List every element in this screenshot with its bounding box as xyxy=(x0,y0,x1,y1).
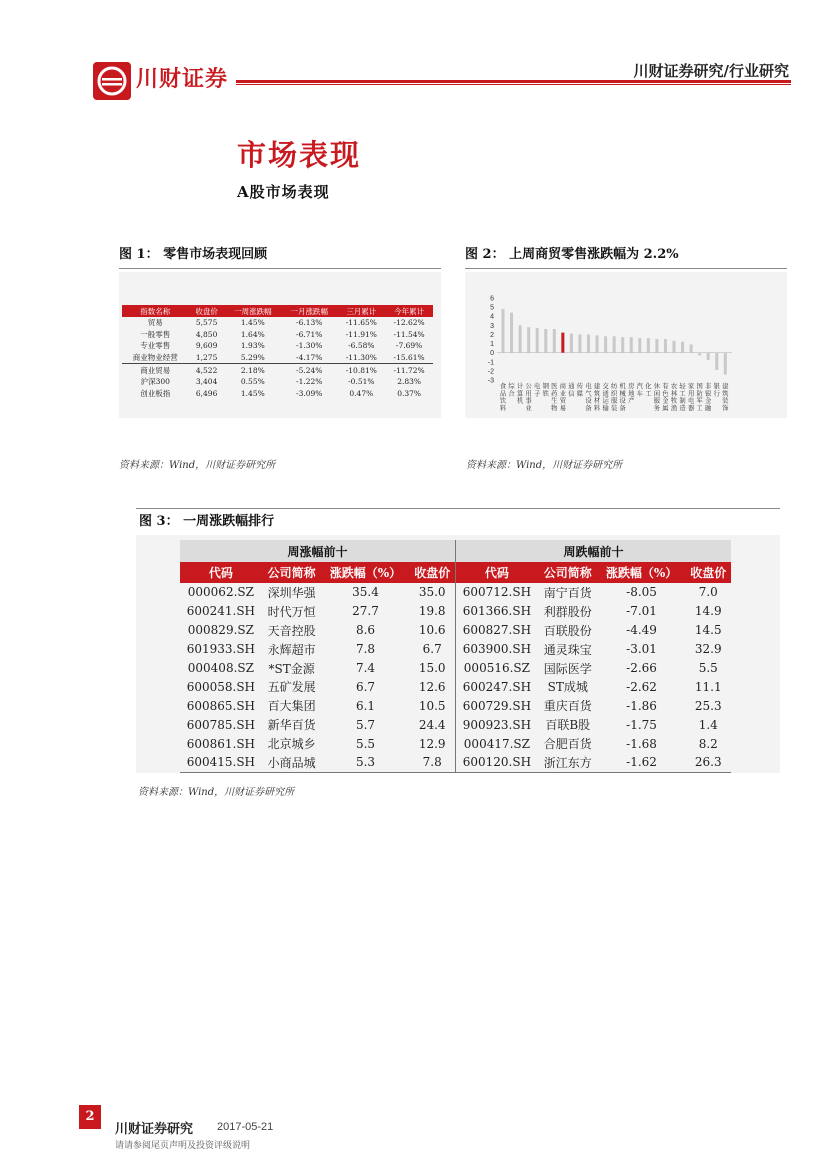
fig3-cell: -1.86 xyxy=(626,698,657,713)
section-title: 市场表现 xyxy=(237,138,362,172)
fig3-cell: 8.6 xyxy=(355,623,376,638)
fig3-cell: -1.62 xyxy=(598,753,686,772)
footer-brand: 川财证券研究 xyxy=(115,1122,194,1137)
fig3-cell: 600120.SH xyxy=(455,753,537,772)
fig1-cell: -0.51% xyxy=(348,377,375,387)
fig1-cell: -4.17% xyxy=(296,353,323,363)
fig3-cell: 通灵珠宝 xyxy=(543,642,592,657)
fig1-table xyxy=(122,305,433,399)
fig3-cell: 000829.SZ xyxy=(187,623,254,638)
fig1-col-header: 今年累计 xyxy=(385,305,433,317)
fig3-cell: 重庆百货 xyxy=(543,699,592,714)
section-subtitle: A股市场表现 xyxy=(237,183,330,201)
x-tick-label: 银行 xyxy=(713,383,720,398)
bar-公用事业 xyxy=(527,327,530,353)
fig3-cell: 601933.SH xyxy=(186,642,256,657)
fig3-row xyxy=(180,602,731,621)
bar-交通运输 xyxy=(604,336,607,352)
logo-icon xyxy=(93,62,131,100)
gainers-group-header: 周涨幅前十 xyxy=(180,540,455,562)
bar-医药生物 xyxy=(553,329,556,353)
fig1-title: 图 1： 零售市场表现回顾 xyxy=(119,242,441,269)
x-tick-label: 电气设备 xyxy=(585,383,592,412)
x-tick-label: 交通运输 xyxy=(602,383,609,412)
fig3-cell: 7.0 xyxy=(698,585,718,600)
fig3-cell: 7.8 xyxy=(409,753,455,772)
fig1-row xyxy=(122,352,433,364)
fig1-cell: 创业板指 xyxy=(140,388,171,398)
bar-计算机 xyxy=(519,325,522,352)
fig3-cell: 11.1 xyxy=(694,679,722,694)
fig1-col-header: 一周涨跌幅 xyxy=(225,305,281,317)
fig1-cell: -1.30% xyxy=(296,341,323,351)
fig1-cell: -3.09% xyxy=(296,388,323,398)
fig3-cell: 天音控股 xyxy=(267,623,316,638)
fig2-title: 图 2： 上周商贸零售涨跌幅为 2.2% xyxy=(465,242,787,269)
fig1-row xyxy=(122,376,433,388)
x-tick-label: 房地产 xyxy=(628,383,635,405)
y-tick-label: -2 xyxy=(487,368,494,376)
fig3-cell: 永辉超市 xyxy=(267,642,316,657)
fig1-cell: 5,575 xyxy=(195,318,218,328)
x-tick-label: 钢铁 xyxy=(542,383,549,398)
x-tick-label: 化工 xyxy=(645,383,652,398)
bar-非银金融 xyxy=(707,353,710,360)
fig1-cell: 2.18% xyxy=(225,364,281,376)
bar-电子 xyxy=(536,328,539,353)
fig3-source: 资料来源：Wind，川财证券研究所 xyxy=(138,787,295,798)
fig3-col-header: 公司简称 xyxy=(262,562,322,583)
fig3-cell: 深圳华强 xyxy=(267,585,316,600)
fig3-cell: 10.5 xyxy=(418,698,446,713)
fig3-title-text: 图 3： 一周涨跌幅排行 xyxy=(139,514,275,529)
fig1-cell: 商业贸易 xyxy=(122,364,189,376)
fig3-cell: 601366.SH xyxy=(455,602,537,621)
fig3-row xyxy=(180,659,731,678)
fig3-cell: 15.0 xyxy=(418,661,446,675)
fig3-cell: 6.1 xyxy=(355,698,376,713)
fig3-cell: 600729.SH xyxy=(455,696,537,715)
fig3-cell: 35.4 xyxy=(352,585,379,600)
x-tick-label: 家用电器 xyxy=(687,383,695,412)
fig3-cell: 5.3 xyxy=(322,753,410,772)
fig3-cell: 百联B股 xyxy=(545,718,591,733)
fig3-cell: 600247.SH xyxy=(455,677,537,696)
header-rule-thin xyxy=(236,84,791,85)
fig1-cell: 6,496 xyxy=(195,388,218,398)
fig1-cell: -6.13% xyxy=(296,318,323,328)
x-tick-label: 计算机 xyxy=(516,383,524,405)
bar-化工 xyxy=(647,338,650,353)
y-tick-label: 1 xyxy=(490,341,494,349)
fig3-col-header: 涨跌幅（%） xyxy=(322,562,410,583)
fig3-row xyxy=(180,734,731,753)
fig3-cell: 5.5 xyxy=(698,661,718,675)
fig3-cell: 600415.SH xyxy=(180,753,262,772)
footer-disclaimer: 请请参阅尾页声明及投资评级说明 xyxy=(115,1141,251,1151)
fig3-cell: 10.6 xyxy=(418,623,446,638)
x-tick-label: 休闲服务 xyxy=(653,383,661,412)
y-tick-label: 5 xyxy=(490,304,494,312)
fig1-cell: 1,275 xyxy=(195,353,218,363)
fig3-cell: 000062.SZ xyxy=(187,585,254,600)
x-tick-label: 传媒 xyxy=(576,383,584,398)
bar-有色金属 xyxy=(664,339,667,353)
fig3-cell: 24.4 xyxy=(418,717,446,732)
x-tick-label: 机械设备 xyxy=(619,383,626,412)
page-number: 2 xyxy=(79,1105,101,1129)
fig3-cell: 000417.SZ xyxy=(455,734,537,753)
fig3-cell: 南宁百货 xyxy=(543,585,592,600)
brand-name: 川财证券 xyxy=(136,66,229,92)
y-tick-label: -1 xyxy=(487,359,494,367)
bar-食品饮料 xyxy=(502,309,505,353)
fig3-cell: 浙江东方 xyxy=(538,753,598,772)
fig3-cell: 600865.SH xyxy=(186,698,256,713)
fig3-cell: 27.7 xyxy=(352,604,379,619)
losers-group-header: 周跌幅前十 xyxy=(455,540,731,562)
fig1-cell: 5.29% xyxy=(240,353,265,363)
fig1-cell: 0.47% xyxy=(349,388,374,398)
fig3-row xyxy=(180,640,731,659)
fig3-row xyxy=(180,753,731,772)
bar-轻工制造 xyxy=(681,342,684,353)
fig3-cell: 6.7 xyxy=(355,679,376,694)
fig3-cell: 五矿发展 xyxy=(267,680,316,695)
fig1-cell: 0.37% xyxy=(397,388,422,398)
header-report-type: 川财证券研究/行业研究 xyxy=(633,62,789,80)
bar-汽车 xyxy=(638,338,641,353)
fig1-cell: 3,404 xyxy=(195,377,218,387)
y-tick-label: 0 xyxy=(490,350,494,358)
x-tick-label: 有色金属 xyxy=(662,383,669,412)
fig1-cell: 1.45% xyxy=(240,388,265,398)
fig1-cell: -5.24% xyxy=(281,364,337,376)
fig3-cell: -3.01 xyxy=(626,642,657,657)
fig3-cell: 1.4 xyxy=(698,717,718,732)
fig3-cell: 603900.SH xyxy=(455,640,537,659)
bar-国防军工 xyxy=(698,353,701,356)
fig3-cell: 26.3 xyxy=(685,753,731,772)
bar-房地产 xyxy=(630,337,633,352)
fig1-row xyxy=(122,364,433,376)
fig3-col-header: 代码 xyxy=(180,562,262,583)
fig3-cell: 利群股份 xyxy=(543,604,592,619)
fig1-cell: 4,850 xyxy=(195,329,218,339)
fig1-col-header: 三月累计 xyxy=(337,305,385,317)
fig3-cell: 6.7 xyxy=(422,642,442,657)
x-tick-label: 食品饮料 xyxy=(499,383,507,412)
fig3-row xyxy=(180,583,731,602)
bar-休闲服务 xyxy=(655,339,658,353)
x-tick-label: 电子 xyxy=(534,383,541,398)
bar-纺织服装 xyxy=(613,336,616,352)
fig3-cell: 14.9 xyxy=(694,604,722,619)
x-tick-label: 医药生物 xyxy=(551,383,558,412)
fig1-source: 资料来源：Wind，川财证券研究所 xyxy=(119,460,276,471)
fig1-col-header: 收盘价 xyxy=(189,305,225,317)
y-tick-label: -3 xyxy=(487,377,494,385)
fig1-cell: -10.81% xyxy=(337,364,385,376)
fig3-cell: 5.5 xyxy=(355,736,376,751)
fig1-cell: -11.72% xyxy=(385,364,433,376)
fig3-cell: 5.7 xyxy=(355,717,376,732)
fig1-cell: 1.64% xyxy=(240,329,265,339)
bar-电气设备 xyxy=(587,334,590,352)
fig3-cell: 600827.SH xyxy=(455,621,537,640)
fig1-row xyxy=(122,340,433,352)
fig3-cell: 合肥百货 xyxy=(543,737,592,752)
fig1-cell: 2.83% xyxy=(397,377,422,387)
fig1-cell: 9,609 xyxy=(195,341,218,351)
x-tick-label: 商业贸易 xyxy=(559,383,566,412)
fig3-cell: 国际医学 xyxy=(543,661,592,676)
x-tick-label: 汽车 xyxy=(636,383,643,398)
fig3-row xyxy=(180,677,731,696)
x-tick-label: 轻工制造 xyxy=(679,383,686,412)
x-tick-label: 国防军工 xyxy=(696,383,703,412)
fig1-cell: -11.91% xyxy=(345,329,377,339)
fig1-cell: -6.71% xyxy=(296,329,323,339)
fig3-cell: 25.3 xyxy=(694,698,722,713)
fig3-cell: -4.49 xyxy=(626,623,657,638)
fig3-cell: 北京城乡 xyxy=(267,737,316,752)
fig1-cell: 一般零售 xyxy=(140,329,171,339)
fig3-cell: 百联股份 xyxy=(543,623,592,638)
x-tick-label: 非银金融 xyxy=(705,383,712,412)
y-tick-label: 3 xyxy=(490,322,494,330)
fig3-row xyxy=(180,696,731,715)
fig1-col-header: 一月涨跌幅 xyxy=(281,305,337,317)
fig3-cell: 12.6 xyxy=(418,679,446,694)
bar-通信 xyxy=(570,334,573,353)
x-tick-label: 建筑装饰 xyxy=(722,383,729,412)
fig3-col-header: 代码 xyxy=(455,562,537,583)
fig3-cell: 百大集团 xyxy=(267,699,316,714)
fig1-cell: 沪深300 xyxy=(140,377,170,387)
fig3-cell: 新华百货 xyxy=(267,718,316,733)
x-tick-label: 建筑材料 xyxy=(593,383,601,412)
fig1-cell: 1.93% xyxy=(240,341,265,351)
bar-银行 xyxy=(715,353,718,370)
fig3-cell: *ST金源 xyxy=(268,661,315,676)
fig3-cell: 600241.SH xyxy=(186,604,256,619)
fig3-table xyxy=(180,540,731,773)
fig3-cell: 600861.SH xyxy=(186,736,256,751)
bar-建筑装饰 xyxy=(724,353,727,375)
fig3-cell: -2.62 xyxy=(626,679,657,694)
fig1-cell: -15.61% xyxy=(393,353,425,363)
fig2-bar-chart xyxy=(465,272,787,418)
fig3-cell: 14.5 xyxy=(694,623,722,638)
fig2-source: 资料来源：Wind，川财证券研究所 xyxy=(466,460,623,471)
fig3-cell: 35.0 xyxy=(418,585,446,600)
fig3-col-header: 收盘价 xyxy=(685,562,731,583)
fig3-col-header: 收盘价 xyxy=(409,562,455,583)
x-tick-label: 公用事业 xyxy=(525,383,532,412)
fig3-cell: 12.9 xyxy=(418,736,446,751)
fig1-cell: -12.62% xyxy=(393,318,425,328)
fig1-row xyxy=(122,329,433,341)
fig1-cell: 专业零售 xyxy=(140,341,171,351)
fig1-cell: -11.65% xyxy=(345,318,377,328)
fig3-cell: 时代万恒 xyxy=(267,604,316,619)
fig3-cell: 19.8 xyxy=(418,604,446,619)
fig3-cell: ST成城 xyxy=(547,680,588,695)
bar-钢铁 xyxy=(544,329,547,353)
fig3-cell: -7.01 xyxy=(626,604,657,619)
x-tick-label: 通信 xyxy=(568,383,575,398)
fig1-col-header: 指数名称 xyxy=(122,305,189,317)
fig3-cell: -1.75 xyxy=(626,717,657,732)
bar-综合 xyxy=(510,313,513,353)
fig3-cell: -1.68 xyxy=(626,736,657,751)
fig1-cell: -1.22% xyxy=(296,377,323,387)
fig3-cell: 7.4 xyxy=(355,661,376,675)
bar-农林牧渔 xyxy=(673,341,676,353)
bar-传媒 xyxy=(578,334,581,352)
y-tick-label: 6 xyxy=(490,295,494,303)
fig3-cell: 000516.SZ xyxy=(455,659,537,678)
fig3-row xyxy=(180,621,731,640)
fig1-cell: -11.30% xyxy=(345,353,377,363)
fig1-row xyxy=(122,317,433,329)
fig3-cell: 小商品城 xyxy=(262,753,322,772)
x-tick-label: 农林牧渔 xyxy=(670,383,678,412)
fig3-cell: 600058.SH xyxy=(186,679,256,694)
fig3-col-header: 公司简称 xyxy=(538,562,598,583)
bar-商业贸易 xyxy=(561,333,564,353)
fig3-cell: 600712.SH xyxy=(455,583,537,602)
fig1-row xyxy=(122,388,433,400)
fig3-cell: 000408.SZ xyxy=(187,661,254,675)
fig1-cell: 1.45% xyxy=(240,318,265,328)
fig3-cell: -2.66 xyxy=(626,661,657,675)
fig3-cell: 600785.SH xyxy=(186,717,256,732)
fig3-cell: 8.2 xyxy=(698,736,718,751)
bar-家用电器 xyxy=(690,344,693,352)
fig3-col-header: 涨跌幅（%） xyxy=(598,562,686,583)
fig1-cell: -7.69% xyxy=(395,341,423,351)
footer-date: 2017-05-21 xyxy=(217,1121,274,1133)
fig1-cell: -6.58% xyxy=(348,341,375,351)
fig1-cell: 贸易 xyxy=(147,318,163,328)
bar-建筑材料 xyxy=(596,335,599,352)
fig3-cell: 32.9 xyxy=(694,642,722,657)
y-tick-label: 4 xyxy=(490,313,494,321)
fig1-cell: 4,522 xyxy=(189,364,225,376)
x-tick-label: 综合 xyxy=(508,383,515,398)
x-tick-label: 纺织服装 xyxy=(611,383,618,412)
fig3-title xyxy=(136,508,780,536)
fig3-row xyxy=(180,715,731,734)
bar-机械设备 xyxy=(621,337,624,352)
fig3-cell: -8.05 xyxy=(626,585,657,600)
fig3-cell: 900923.SH xyxy=(455,715,537,734)
y-tick-label: 2 xyxy=(490,331,494,339)
fig1-cell: 商业物业经营 xyxy=(132,353,178,363)
fig3-cell: 7.8 xyxy=(355,642,376,657)
fig1-cell: 0.55% xyxy=(240,377,265,387)
fig1-cell: -11.54% xyxy=(393,329,425,339)
